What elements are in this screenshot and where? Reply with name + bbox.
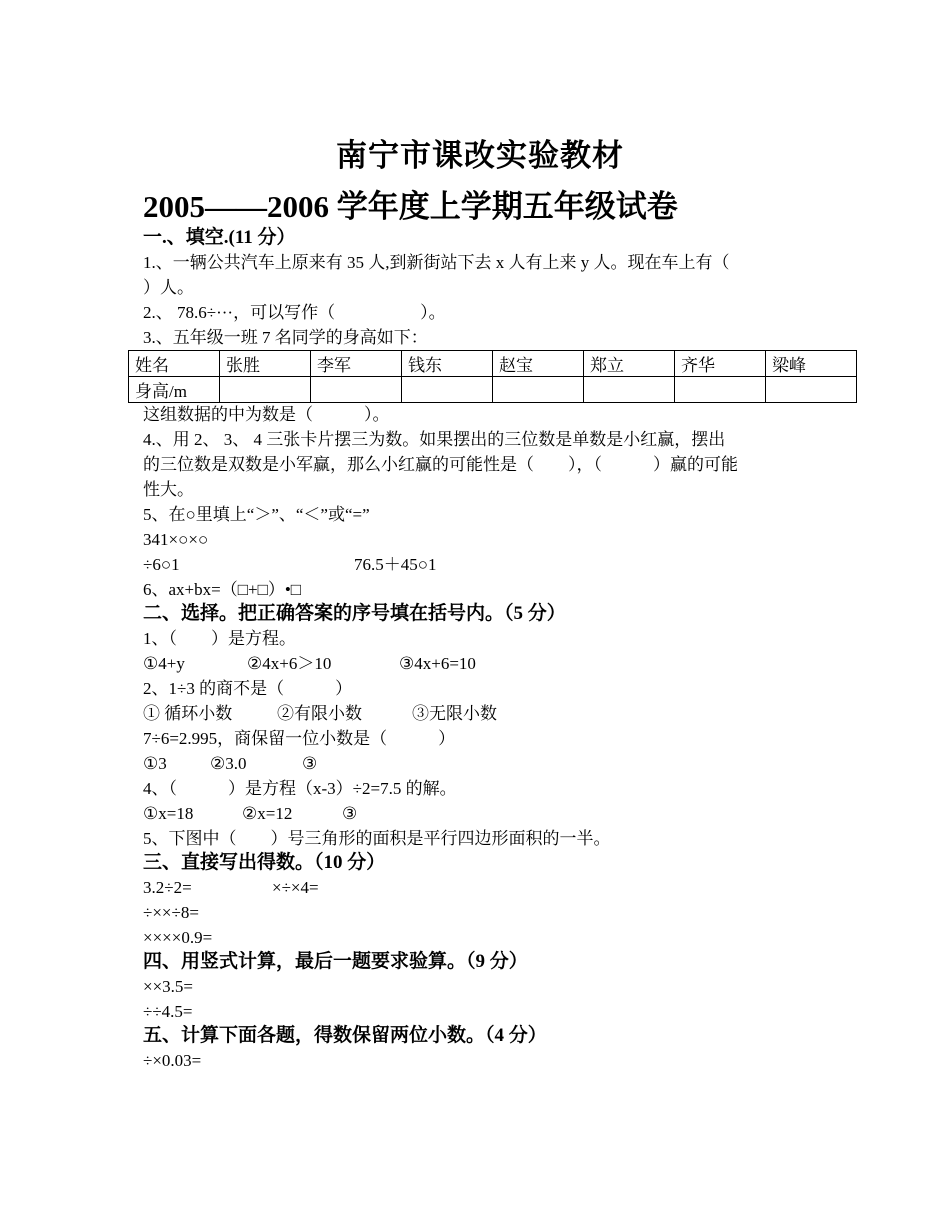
section1-heading: 一.、填空.(11 分）: [143, 227, 296, 248]
section1-q5: 5、在○里填上“＞”、“＜”或“=”: [143, 505, 370, 524]
section2-q1: 1、（ ）是方程。: [143, 629, 296, 648]
section2-q2-opt1: ① 循环小数: [143, 704, 233, 723]
section2-q3-opt3: ③: [302, 754, 318, 773]
section2-q4-opt3: ③: [342, 804, 358, 823]
table-cell: [584, 377, 675, 403]
table-cell: 梁峰: [766, 351, 857, 377]
section2-q4: 4、（ ）是方程（x-3）÷2=7.5 的解。: [143, 779, 457, 798]
exam-subtitle: 2005——2006 学年度上学期五年级试卷: [143, 189, 678, 224]
section4-line1: ××3.5=: [143, 977, 194, 996]
section1-q2: 2.、 78.6÷···，可以写作（ ）。: [143, 303, 446, 322]
section2-q3: 7÷6=2.995，商保留一位小数是（ ）: [143, 729, 456, 748]
exam-title: 南宁市课改实验教材: [336, 138, 624, 173]
table-cell: 赵宝: [493, 351, 584, 377]
section1-q3: 3.、五年级一班 7 名同学的身高如下：: [143, 328, 428, 347]
section2-q4-opt1: ①x=18: [143, 804, 194, 823]
table-cell: 身高/m: [129, 377, 220, 403]
section2-q1-opt1: ①4+y: [143, 654, 185, 673]
section3-heading: 三、直接写出得数。（10 分）: [143, 852, 386, 873]
section1-q4-line1: 4.、用 2、 3、 4 三张卡片摆三为数。如果摆出的三位数是单数是小红赢，摆出: [143, 430, 726, 449]
section4-heading: 四、用竖式计算，最后一题要求验算。（9 分）: [143, 951, 528, 972]
section1-q4-line3: 性大。: [143, 480, 194, 499]
table-row: [129, 351, 857, 377]
section2-q2-opt2: ②有限小数: [277, 704, 362, 723]
section2-q2-opt3: ③无限小数: [412, 704, 497, 723]
table-cell: [311, 377, 402, 403]
table-row: [129, 377, 857, 403]
table-cell: 齐华: [675, 351, 766, 377]
section3-line1-b: ×÷×4=: [272, 878, 319, 897]
table-cell: [675, 377, 766, 403]
height-table: [128, 350, 857, 403]
table-cell: [220, 377, 311, 403]
section1-q1-line2: ）人。: [143, 278, 194, 297]
section5-heading: 五、计算下面各题，得数保留两位小数。（4 分）: [143, 1025, 547, 1046]
section1-q5-a: 341×○×○: [143, 530, 209, 549]
section4-line2: ÷÷4.5=: [143, 1002, 193, 1021]
section3-line3: ××××0.9=: [143, 928, 213, 947]
section2-q1-opt2: ②4x+6＞10: [247, 654, 332, 673]
table-cell: 郑立: [584, 351, 675, 377]
section2-heading: 二、选择。把正确答案的序号填在括号内。（5 分）: [143, 603, 566, 624]
section1-q5-c: 76.5＋45○1: [354, 555, 437, 574]
section3-line2: ÷××÷8=: [143, 903, 199, 922]
section1-q6: 6、ax+bx=（□+□）•□: [143, 580, 302, 599]
table-cell: [766, 377, 857, 403]
table-cell: 张胜: [220, 351, 311, 377]
table-cell: [493, 377, 584, 403]
section2-q4-opt2: ②x=12: [242, 804, 293, 823]
section2-q5: 5、下图中（ ）号三角形的面积是平行四边形面积的一半。: [143, 829, 611, 848]
table-cell: [402, 377, 493, 403]
section2-q2: 2、1÷3 的商不是（ ）: [143, 679, 353, 698]
section3-line1-a: 3.2÷2=: [143, 878, 192, 897]
section2-q3-opt2: ②3.0: [210, 754, 247, 773]
section1-q4-line2: 的三位数是双数是小军赢，那么小红赢的可能性是（ ），（ ）赢的可能: [143, 455, 738, 474]
section2-q1-opt3: ③4x+6=10: [399, 654, 476, 673]
table-cell: 李军: [311, 351, 402, 377]
section1-q1-line1: 1.、一辆公共汽车上原来有 35 人,到新街站下去 x 人有上来 y 人。现在车上有（: [143, 253, 730, 272]
section5-line1: ÷×0.03=: [143, 1051, 202, 1070]
table-cell: 姓名: [129, 351, 220, 377]
table-cell: 钱东: [402, 351, 493, 377]
section1-q3-after: 这组数据的中为数是（ ）。: [143, 405, 390, 424]
section1-q5-b: ÷6○1: [143, 555, 180, 574]
section2-q3-opt1: ①3: [143, 754, 167, 773]
